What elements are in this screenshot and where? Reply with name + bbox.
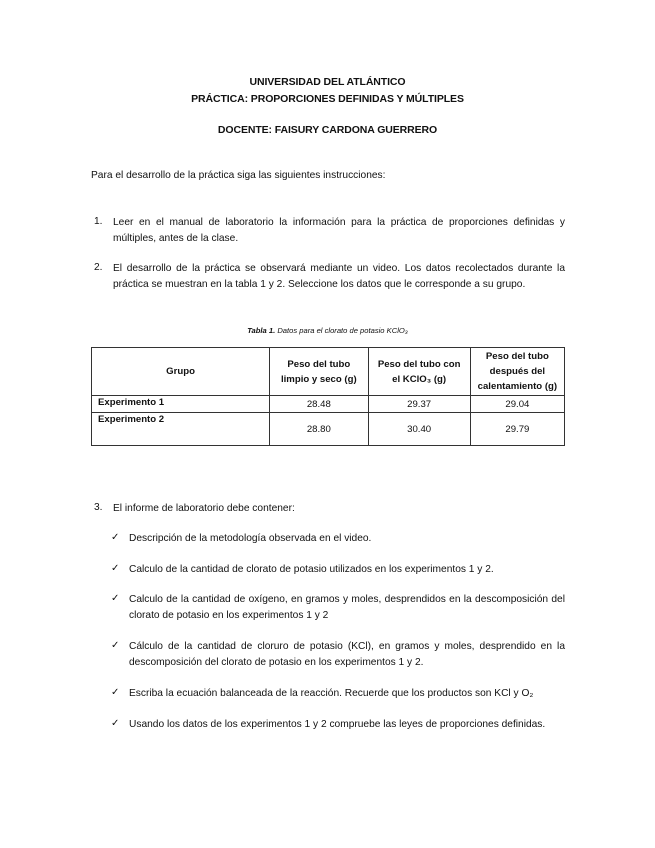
row-group-label: Experimento 2 bbox=[92, 413, 270, 446]
header-after-heating: Peso del tubo después del calentamiento (g) bbox=[470, 348, 564, 396]
instruction-2: El desarrollo de la práctica se observará mediante un video. Los datos recolectados durante la práctica se muestran en la tabla 1 y 2. Seleccione los datos que le corresponde a su grupo. bbox=[113, 263, 565, 290]
report-item: Escriba la ecuación balanceada de la reacción. Recuerde que los productos son KCl y O₂ bbox=[129, 688, 534, 699]
header-tube-kclo3: Peso del tubo con el KClO₃ (g) bbox=[368, 348, 470, 396]
table-cell: 30.40 bbox=[368, 413, 470, 446]
header-group: Grupo bbox=[92, 348, 270, 396]
table-cell: 29.37 bbox=[368, 396, 470, 413]
instruction-1: Leer en el manual de laboratorio la información para la práctica de proporciones definidas y múltiples, antes de la clase. bbox=[113, 217, 565, 244]
table-header-row bbox=[92, 348, 565, 396]
table-cell: 29.79 bbox=[470, 413, 564, 446]
table-row bbox=[92, 413, 565, 446]
table-caption-text: Datos para el clorato de potasio KClO₃ bbox=[277, 326, 408, 335]
table-cell: 29.04 bbox=[470, 396, 564, 413]
check-icon: ✓ bbox=[111, 532, 120, 543]
report-item: Calculo de la cantidad de clorato de potasio utilizados en los experimentos 1 y 2. bbox=[129, 564, 494, 575]
table-cell: 28.80 bbox=[270, 413, 368, 446]
report-item: Calculo de la cantidad de oxígeno, en gramos y moles, desprendidos en la descomposición del clorato de potasio en los experimentos 1 y 2 bbox=[129, 594, 565, 621]
instruction-number-2: 2. bbox=[94, 262, 103, 273]
check-icon: ✓ bbox=[111, 563, 120, 574]
university-title: UNIVERSIDAD DEL ATLÁNTICO bbox=[249, 76, 406, 88]
check-icon: ✓ bbox=[111, 640, 120, 651]
header-clean-tube: Peso del tubo limpio y seco (g) bbox=[270, 348, 368, 396]
data-table bbox=[91, 347, 565, 446]
report-item: Usando los datos de los experimentos 1 y 2 compruebe las leyes de proporciones definidas. bbox=[129, 719, 546, 730]
report-item: Cálculo de la cantidad de cloruro de potasio (KCl), en gramos y moles, desprendido en la descomposición del clorato de potasio en los experimentos 1 y 2. bbox=[129, 641, 565, 668]
check-icon: ✓ bbox=[111, 718, 120, 729]
row-group-label: Experimento 1 bbox=[92, 396, 270, 413]
instruction-number-1: 1. bbox=[94, 216, 103, 227]
check-icon: ✓ bbox=[111, 687, 120, 698]
teacher-name: DOCENTE: FAISURY CARDONA GUERRERO bbox=[217, 124, 438, 136]
check-icon: ✓ bbox=[111, 593, 120, 604]
instruction-number-3: 3. bbox=[94, 502, 103, 513]
table-caption-label: Tabla 1. bbox=[247, 326, 276, 335]
table-cell: 28.48 bbox=[270, 396, 368, 413]
intro-text: Para el desarrollo de la práctica siga las siguientes instrucciones: bbox=[91, 170, 386, 181]
instruction-3: El informe de laboratorio debe contener: bbox=[113, 503, 295, 514]
table-row bbox=[92, 396, 565, 413]
practice-title: PRÁCTICA: PROPORCIONES DEFINIDAS Y MÚLTIPLES bbox=[191, 93, 464, 105]
table-caption bbox=[0, 326, 655, 335]
report-item: Descripción de la metodología observada en el video. bbox=[129, 533, 372, 544]
